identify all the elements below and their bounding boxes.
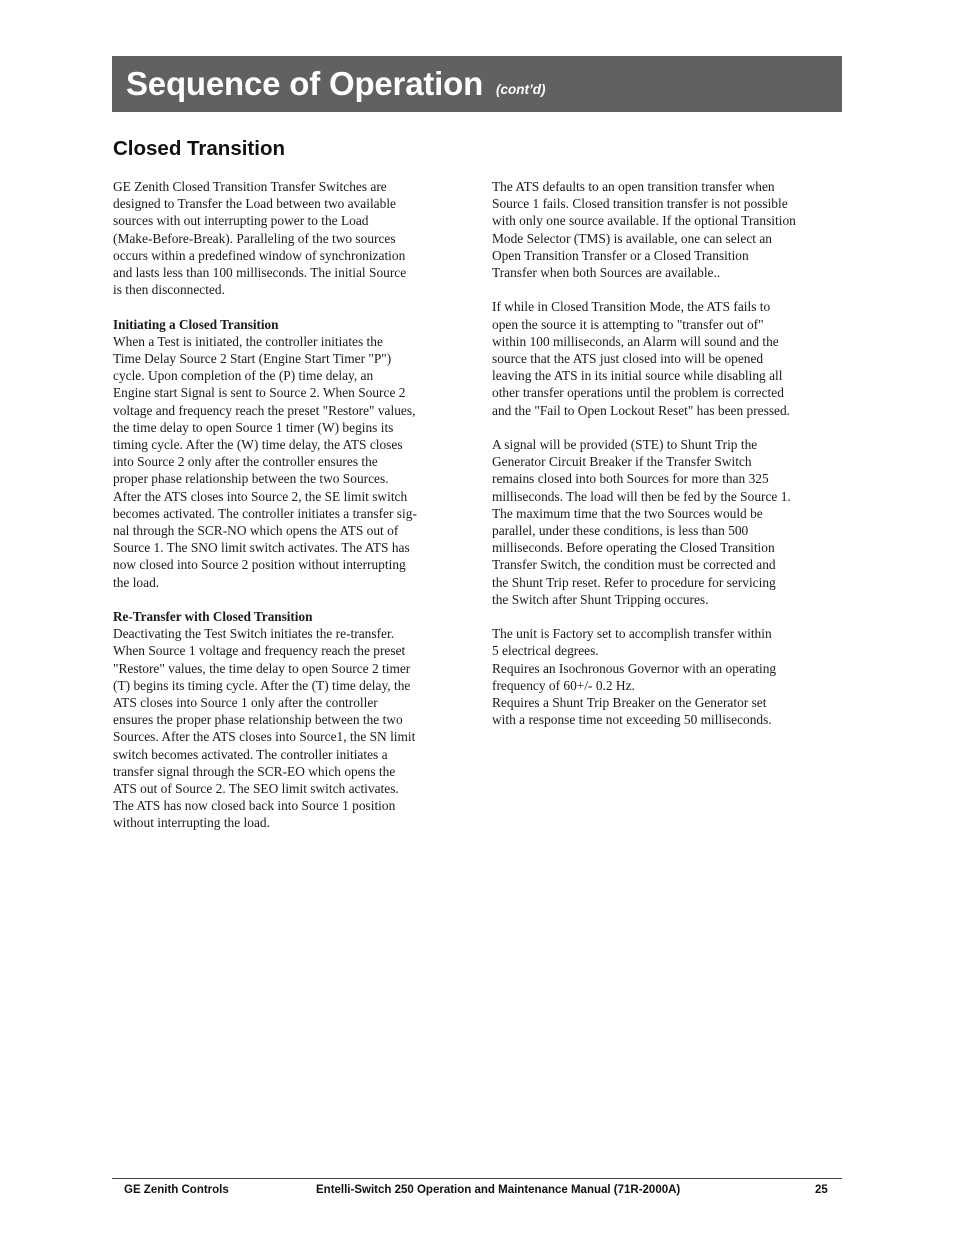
- intro-paragraph: GE Zenith Closed Transition Transfer Switches are designed to Transfer the Load between two available sources with out interrupting power to the Load (Make-Before-Break). Paralleling of the two sources occurs within a predefined window of synchronization and lasts less than 100 milliseconds. The initial Source is then disconnected.: [113, 179, 407, 298]
- footer-manual-title: Entelli-Switch 250 Operation and Maintenance Manual (71R-2000A): [316, 1184, 681, 1196]
- retransfer-heading: Re-Transfer with Closed Transition: [113, 609, 313, 625]
- default-transition-paragraph: The ATS defaults to an open transition transfer when Source 1 fails. Closed transition transfer is not possible with only one source available. If the optional Transition Mode Selector (TMS) is available, one can select an Open Transition Transfer or a Closed Transition Transfer when both Sources are available..: [492, 179, 796, 281]
- right-column: [492, 178, 842, 728]
- section-title: Closed Transition: [113, 137, 285, 160]
- left-column: [113, 178, 465, 832]
- footer-company: GE Zenith Controls: [124, 1184, 229, 1196]
- initiating-heading: Initiating a Closed Transition: [113, 316, 279, 332]
- page-header-banner: [112, 56, 842, 112]
- requirements-paragraph: The unit is Factory set to accomplish transfer within 5 electrical degrees. Requires an Isochronous Governor with an operating frequency of 60+/- 0.2 Hz. Requires a Shunt Trip Breaker on the Generator set with a response time not exceeding 50 milliseconds.: [492, 626, 777, 728]
- page-subtitle: (cont’d): [496, 81, 546, 97]
- initiating-paragraph: When a Test is initiated, the controller initiates the Time Delay Source 2 Start (Engine Start Timer "P") cycle. Upon completion of the (P) time delay, an Engine start Signal is sent to Source 2. When Source 2 voltage and frequency reach the preset "Restore" values, the time delay to open Source 1 timer (W) begins its timing cycle. After the (W) time delay, the ATS closes into Source 2 only after the controller ensures the proper phase relationship between the two Sources. After the ATS closes into Source 2, the SE limit switch becomes activated. The controller initiates a transfer sig- nal through the SCR-NO which opens the ATS out of Source 1. The SNO limit switch activates. The ATS has now closed into Source 2 position without interrupting the load.: [113, 333, 417, 590]
- retransfer-paragraph: Deactivating the Test Switch initiates the re-transfer. When Source 1 voltage and frequency reach the preset "Restore" values, the time delay to open Source 2 timer (T) begins its timing cycle. After the (T) time delay, the ATS closes into Source 1 only after the controller ensures the proper phase relationship between the two Sources. After the ATS closes into Source1, the SN limit switch becomes activated. The controller initiates a transfer signal through the SCR-EO which opens the ATS out of Source 2. The SEO limit switch activates. The ATS has now closed back into Source 1 position without interrupting the load.: [113, 626, 416, 831]
- page-number: 25: [815, 1184, 828, 1196]
- page-title: Sequence of Operation: [126, 65, 484, 102]
- fail-to-open-paragraph: If while in Closed Transition Mode, the ATS fails to open the source it is attempting to "transfer out of" within 100 milliseconds, an Alarm will sound and the source that the ATS just closed into will be opened leaving the ATS in its initial source while disabling all other transfer operations until the problem is corrected and the "Fail to Open Lockout Reset" has been pressed.: [492, 299, 791, 418]
- footer-divider: [112, 1178, 842, 1179]
- shunt-trip-paragraph: A signal will be provided (STE) to Shunt Trip the Generator Circuit Breaker if the Transfer Switch remains closed into both Sources for more than 325 milliseconds. The load will then be fed by the Source 1. The maximum time that the two Sources would be parallel, under these conditions, is less than 500 milliseconds. Before operating the Closed Transition Transfer Switch, the condition must be corrected and the Shunt Trip reset. Refer to procedure for servicing the Switch after Shunt Tripping occures.: [492, 437, 791, 607]
